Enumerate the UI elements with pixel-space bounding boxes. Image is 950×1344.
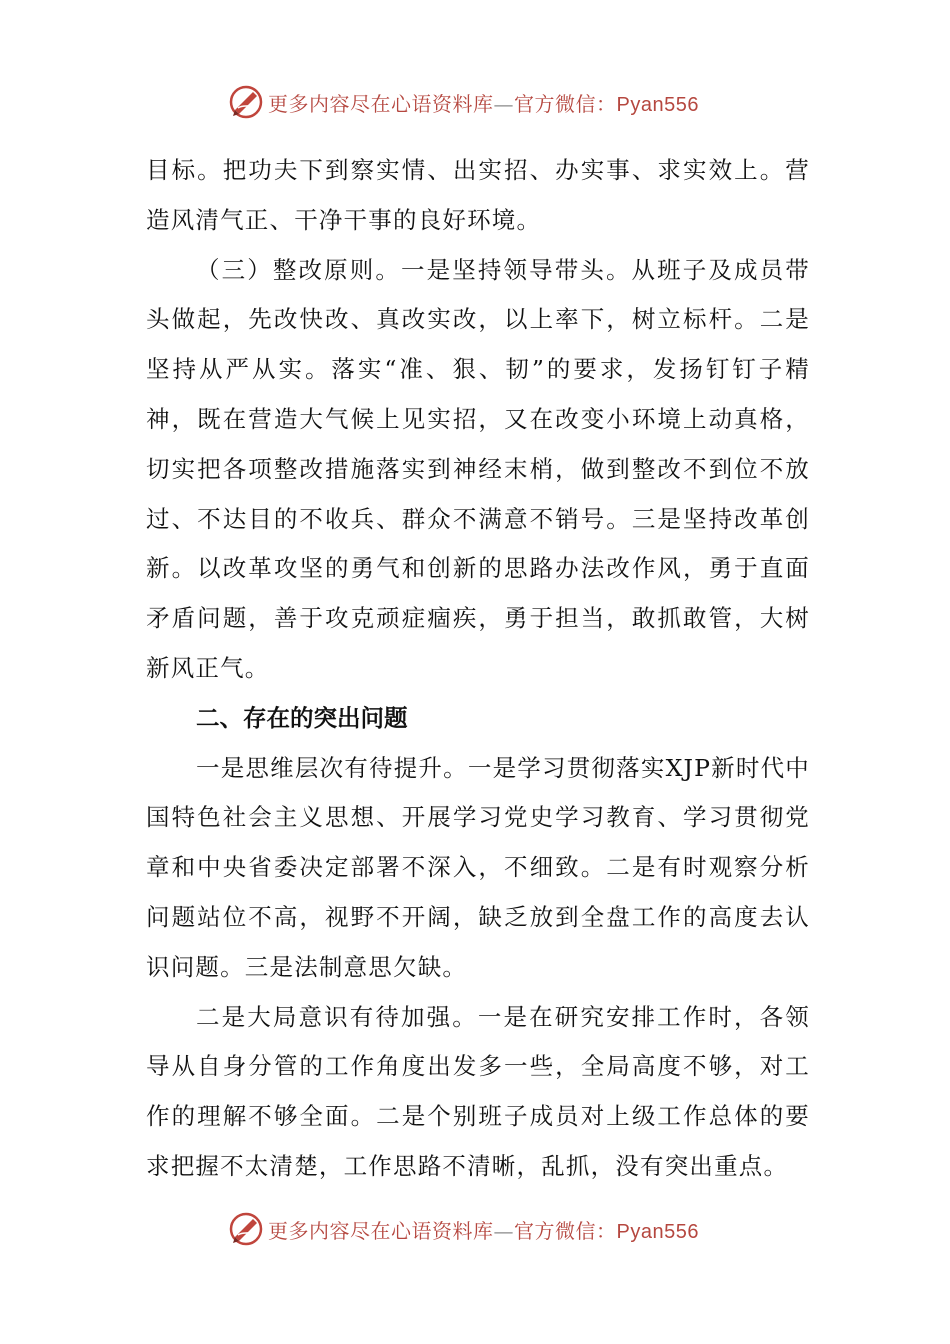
section-heading-problems: 二、存在的突出问题 xyxy=(196,703,408,732)
document-body xyxy=(146,146,810,1192)
paragraph-thinking-level: 一是思维层次有待提升。一是学习贯彻落实XJP新时代中国特色社会主义思想、开展学习党史学习教育、学习贯彻党章和中央省委决定部署不深入，不细致。二是有时观察分析问题站位不高，视野不开阔，缺乏放到全盘工作的高度去认识问题。三是法制意思欠缺。 xyxy=(146,753,810,981)
watermark-site: 更多内容尽在心语资料库 xyxy=(268,91,494,116)
watermark-banner-top xyxy=(228,82,699,122)
watermark-text xyxy=(268,88,699,117)
watermark-separator: — xyxy=(493,91,514,116)
watermark-label: 官方微信： xyxy=(514,91,617,116)
watermark-account: Pyan556 xyxy=(616,93,699,116)
watermark-text xyxy=(268,1215,699,1244)
watermark-account: Pyan556 xyxy=(616,1220,699,1243)
paragraph-goals-continued: 目标。把功夫下到察实情、出实招、办实事、求实效上。营造风清气正、干净干事的良好环境。 xyxy=(146,156,810,234)
pen-logo-icon xyxy=(228,1211,264,1247)
watermark-label: 官方微信： xyxy=(514,1218,617,1243)
pen-logo-icon xyxy=(228,84,264,120)
watermark-separator: — xyxy=(493,1218,514,1243)
watermark-site: 更多内容尽在心语资料库 xyxy=(268,1218,494,1243)
watermark-banner-bottom xyxy=(228,1209,699,1249)
paragraph-overall-awareness: 二是大局意识有待加强。一是在研究安排工作时，各领导从自身分管的工作角度出发多一些，全局高度不够，对工作的理解不够全面。二是个别班子成员对上级工作总体的要求把握不太清楚，工作思路不清晰，乱抓，没有突出重点。 xyxy=(146,1002,810,1180)
paragraph-rectification-principles: （三）整改原则。一是坚持领导带头。从班子及成员带头做起，先改快改、真改实改，以上率下，树立标杆。二是坚持从严从实。落实“准、狠、韧”的要求，发扬钉钉子精神，既在营造大气候上见实招，又在改变小环境上动真格，切实把各项整改措施落实到神经末梢，做到整改不到位不放过、不达目的不收兵、群众不满意不销号。三是坚持改革创新。以改革攻坚的勇气和创新的思路办法改作风，勇于直面矛盾问题，善于攻克顽症痼疾，勇于担当，敢抓敢管，大树新风正气。 xyxy=(146,255,810,682)
